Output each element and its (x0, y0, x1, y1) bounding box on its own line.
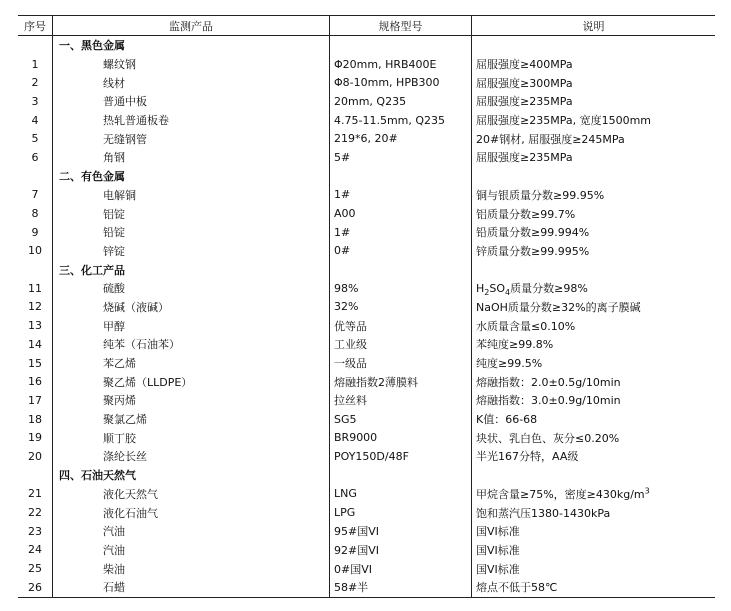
spec-value: 219*6, 20# (330, 129, 472, 148)
product-name: 铝锭 (53, 204, 330, 223)
table-row (18, 148, 715, 167)
description-value: 屈服强度≥235MPa (476, 151, 573, 165)
table-body (18, 36, 715, 598)
row-number: 24 (18, 541, 53, 560)
spec-value (330, 466, 472, 485)
spec-value: BR9000 (330, 428, 472, 447)
spec-value: 拉丝料 (330, 391, 472, 410)
product-name: 角钢 (53, 148, 330, 167)
description-value: NaOH质量分数≥32%的离子膜碱 (476, 300, 641, 314)
product-table (18, 15, 715, 598)
section-row (18, 466, 715, 485)
spec-value: 工业级 (330, 335, 472, 354)
row-number: 16 (18, 372, 53, 391)
product-name: 烧碱（液碱） (53, 298, 330, 317)
product-name: 纯苯（石油苯） (53, 335, 330, 354)
section-row (18, 260, 715, 279)
product-name: 锌锭 (53, 242, 330, 261)
product-name: 甲醇 (53, 316, 330, 335)
row-number: 10 (18, 242, 53, 261)
spec-value: 0#国VI (330, 559, 472, 578)
table-row (18, 242, 715, 261)
row-number (18, 260, 53, 279)
row-number: 3 (18, 92, 53, 111)
description-value: 熔点不低于58℃ (472, 578, 716, 597)
description-value: 国VI标准 (476, 562, 520, 576)
section-title: 二、有色金属 (53, 167, 330, 186)
row-number: 22 (18, 503, 53, 522)
description-value: K值：66-68 (476, 413, 538, 427)
table-row (18, 447, 715, 466)
table-row (18, 391, 715, 410)
description-value: 铜与银质量分数≥99.95% (476, 188, 605, 202)
description-value: 屈服强度≥235MPa, 宽度1500mm (476, 114, 652, 128)
description-value: 纯度≥99.5% (476, 357, 543, 371)
spec-value: 32% (330, 298, 472, 317)
description-value: 熔融指数：2.0±0.5g/10min (476, 375, 621, 389)
table-row (18, 316, 715, 335)
product-name: 聚丙烯 (53, 391, 330, 410)
description-value (472, 260, 716, 279)
header-no: 序号 (18, 16, 53, 36)
description-value: 饱和蒸汽压1380-1430kPa (476, 506, 611, 520)
product-name: 电解铜 (53, 186, 330, 205)
row-number (18, 36, 53, 55)
row-number (18, 466, 53, 485)
table-row (18, 92, 715, 111)
description-value: 苯纯度≥99.8% (476, 338, 554, 352)
row-number: 21 (18, 485, 53, 504)
row-number: 9 (18, 223, 53, 242)
product-name: 柴油 (53, 559, 330, 578)
row-number: 1 (18, 55, 53, 74)
product-name: 顺丁胶 (53, 428, 330, 447)
row-number: 23 (18, 522, 53, 541)
section-row (18, 36, 715, 55)
spec-value (330, 36, 472, 55)
spec-value (330, 260, 472, 279)
table-row (18, 129, 715, 148)
spec-value: 92#国VI (330, 541, 472, 560)
spec-value: LNG (330, 485, 472, 504)
product-name: 汽油 (53, 541, 330, 560)
description-value: 锌质量分数≥99.995% (476, 244, 590, 258)
row-number: 17 (18, 391, 53, 410)
description-part: 甲烷含量≥75%，密度≥430kg/m (476, 487, 645, 501)
row-number: 19 (18, 428, 53, 447)
description-value: 块状、乳白色、灰分≤0.20% (476, 431, 620, 445)
table-row (18, 503, 715, 522)
row-number: 26 (18, 578, 53, 597)
spec-value: 98% (330, 279, 472, 298)
header-spec: 规格型号 (330, 16, 472, 36)
description-value: 熔融指数：3.0±0.9g/10min (476, 394, 621, 408)
table-row (18, 223, 715, 242)
product-name: 螺纹钢 (53, 55, 330, 74)
spec-value: Φ8-10mm, HPB300 (330, 73, 472, 92)
table-row (18, 186, 715, 205)
row-number: 25 (18, 559, 53, 578)
spec-value (330, 167, 472, 186)
spec-value: SG5 (330, 410, 472, 429)
row-number: 6 (18, 148, 53, 167)
row-number: 12 (18, 298, 53, 317)
description-value: 铝质量分数≥99.7% (476, 207, 576, 221)
product-name: 涤纶长丝 (53, 447, 330, 466)
description-value: 国VI标准 (476, 543, 520, 557)
description-part: SO (489, 282, 506, 296)
description-value (472, 167, 716, 186)
product-name: 汽油 (53, 522, 330, 541)
description-part: 2 (484, 288, 490, 298)
description-value: 水质量含量≤0.10% (476, 319, 576, 333)
table-header-row (18, 16, 715, 36)
description-value: 铅质量分数≥99.994% (476, 226, 590, 240)
spec-value: A00 (330, 204, 472, 223)
spec-value: POY150D/48F (330, 447, 472, 466)
row-number: 8 (18, 204, 53, 223)
product-name: 普通中板 (53, 92, 330, 111)
header-desc: 说明 (472, 16, 716, 36)
spec-value: 5# (330, 148, 472, 167)
spec-value: 熔融指数2薄膜料 (330, 372, 472, 391)
description-value: 半光167分特，AA级 (476, 450, 579, 464)
spec-value: Φ20mm, HRB400E (330, 55, 472, 74)
description-part: 3 (644, 486, 650, 496)
description-value: 20#钢材, 屈服强度≥245MPa (476, 132, 625, 146)
product-name: 液化石油气 (53, 503, 330, 522)
spec-value: 58#半 (330, 578, 472, 597)
table-row (18, 335, 715, 354)
row-number: 11 (18, 279, 53, 298)
spec-value: 1# (330, 186, 472, 205)
row-number: 2 (18, 73, 53, 92)
table-row (18, 204, 715, 223)
row-number: 18 (18, 410, 53, 429)
description-value (472, 279, 716, 298)
description-value: 国VI标准 (476, 525, 520, 539)
row-number: 4 (18, 111, 53, 130)
description-value (472, 36, 716, 55)
product-name: 硫酸 (53, 279, 330, 298)
description-value: 屈服强度≥300MPa (476, 76, 573, 90)
product-name: 无缝钢管 (53, 129, 330, 148)
table-row (18, 372, 715, 391)
product-name: 铅锭 (53, 223, 330, 242)
table-row (18, 578, 715, 597)
row-number: 5 (18, 129, 53, 148)
table-row (18, 522, 715, 541)
table-row (18, 559, 715, 578)
product-name: 液化天然气 (53, 485, 330, 504)
spec-value: 20mm, Q235 (330, 92, 472, 111)
table-row (18, 55, 715, 74)
spec-value: 0# (330, 242, 472, 261)
section-row (18, 167, 715, 186)
spec-value: 一级品 (330, 354, 472, 373)
row-number: 14 (18, 335, 53, 354)
product-name: 石蜡 (53, 578, 330, 597)
table-row (18, 298, 715, 317)
table-row (18, 485, 715, 504)
table-row (18, 73, 715, 92)
row-number (18, 167, 53, 186)
product-name: 聚氯乙烯 (53, 410, 330, 429)
description-value (472, 485, 716, 504)
spec-value: 1# (330, 223, 472, 242)
row-number: 13 (18, 316, 53, 335)
product-name: 聚乙烯（LLDPE） (53, 372, 330, 391)
row-number: 15 (18, 354, 53, 373)
description-value: 屈服强度≥400MPa (476, 58, 573, 72)
description-part: H (476, 282, 485, 296)
section-title: 三、化工产品 (53, 260, 330, 279)
section-title: 四、石油天然气 (53, 466, 330, 485)
description-value: 屈服强度≥235MPa (476, 95, 573, 109)
spec-value: 优等品 (330, 316, 472, 335)
spec-value: LPG (330, 503, 472, 522)
product-name: 苯乙烯 (53, 354, 330, 373)
table-row (18, 410, 715, 429)
description-part: 质量分数≥98% (510, 282, 588, 296)
table-row (18, 111, 715, 130)
description-part: 4 (505, 288, 511, 298)
product-name: 线材 (53, 73, 330, 92)
table-row (18, 541, 715, 560)
section-title: 一、黑色金属 (53, 36, 330, 55)
header-product: 监测产品 (53, 16, 330, 36)
row-number: 7 (18, 186, 53, 205)
spec-value: 4.75-11.5mm, Q235 (330, 111, 472, 130)
table-row (18, 279, 715, 298)
table-row (18, 428, 715, 447)
description-value (472, 466, 716, 485)
product-name: 热轧普通板卷 (53, 111, 330, 130)
table-row (18, 354, 715, 373)
row-number: 20 (18, 447, 53, 466)
spec-value: 95#国VI (330, 522, 472, 541)
